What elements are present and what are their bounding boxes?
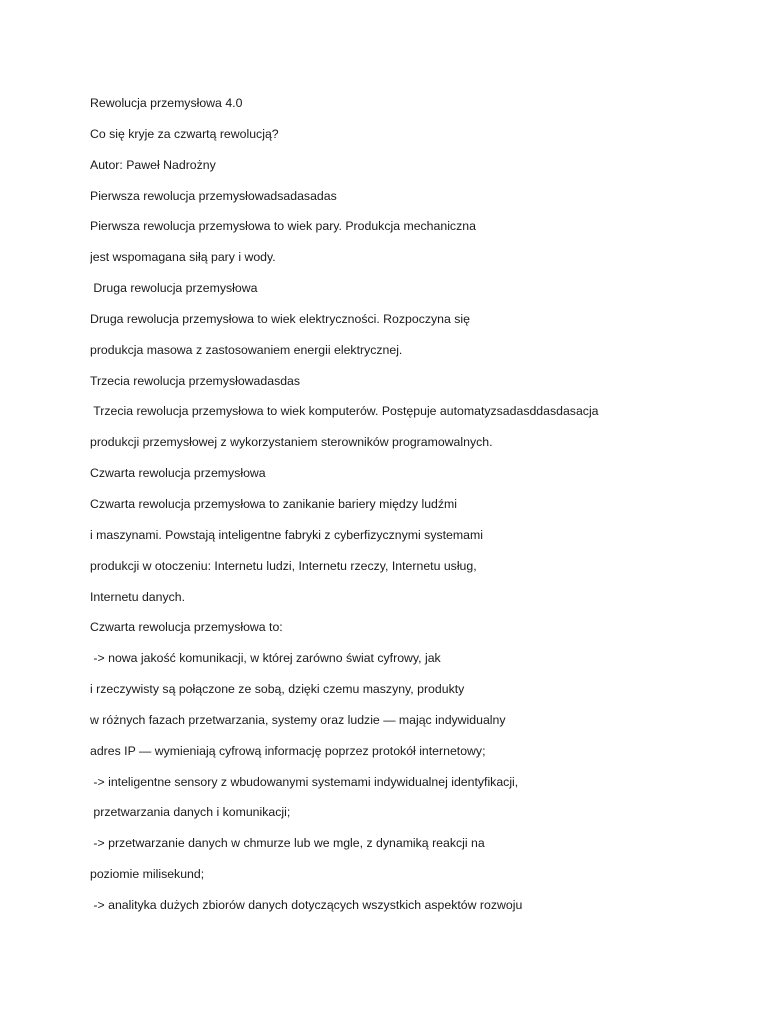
paragraph-line: i maszynami. Powstają inteligentne fabryki z cyberfizycznymi systemami — [90, 527, 483, 542]
paragraph-line: jest wspomagana siłą pary i wody. — [90, 250, 276, 265]
paragraph-line: Czwarta rewolucja przemysłowa to zanikanie bariery między ludźmi — [90, 496, 457, 511]
paragraph-line: Pierwsza rewolucja przemysłowa to wiek pary. Produkcja mechaniczna — [90, 219, 476, 234]
document-body — [90, 92, 730, 925]
list-item-line: -> inteligentne sensory z wbudowanymi systemami indywidualnej identyfikacji, — [90, 774, 519, 789]
paragraph-line: Internetu danych. — [90, 589, 186, 604]
list-intro: Czwarta rewolucja przemysłowa to: — [90, 620, 283, 635]
paragraph-line: Trzecia rewolucja przemysłowa to wiek komputerów. Postępuje automatyzsadasddasdasacja — [90, 404, 599, 419]
list-item-line: i rzeczywisty są połączone ze sobą, dzięki czemu maszyny, produkty — [90, 682, 465, 697]
section-heading-first: Pierwsza rewolucja przemysłowadsadasadas — [90, 188, 337, 203]
paragraph-line: produkcja masowa z zastosowaniem energii elektrycznej. — [90, 342, 403, 357]
section-heading-fourth: Czwarta rewolucja przemysłowa — [90, 466, 266, 481]
list-item-line: -> przetwarzanie danych w chmurze lub we mgle, z dynamiką reakcji na — [90, 836, 485, 851]
list-item-line: poziomie milisekund; — [90, 867, 205, 882]
section-heading-third: Trzecia rewolucja przemysłowadasdas — [90, 373, 301, 388]
list-item-line: -> analityka dużych zbiorów danych dotyczących wszystkich aspektów rozwoju — [90, 897, 523, 912]
paragraph-line: produkcji w otoczeniu: Internetu ludzi, Internetu rzeczy, Internetu usług, — [90, 558, 477, 573]
section-heading-second: Druga rewolucja przemysłowa — [90, 281, 258, 296]
document-author: Autor: Paweł Nadrożny — [90, 157, 216, 172]
paragraph-line: Druga rewolucja przemysłowa to wiek elektryczności. Rozpoczyna się — [90, 311, 470, 326]
document-title: Rewolucja przemysłowa 4.0 — [90, 96, 243, 110]
list-item-line: w różnych fazach przetwarzania, systemy oraz ludzie — mając indywidualny — [90, 712, 506, 727]
list-item-line: -> nowa jakość komunikacji, w której zarówno świat cyfrowy, jak — [90, 651, 441, 666]
list-item-line: adres IP — wymieniają cyfrową informację poprzez protokół internetowy; — [90, 743, 486, 758]
document-subtitle: Co się kryje za czwartą rewolucją? — [90, 126, 279, 141]
list-item-line: przetwarzania danych i komunikacji; — [90, 805, 291, 820]
paragraph-line: produkcji przemysłowej z wykorzystaniem sterowników programowalnych. — [90, 435, 493, 450]
